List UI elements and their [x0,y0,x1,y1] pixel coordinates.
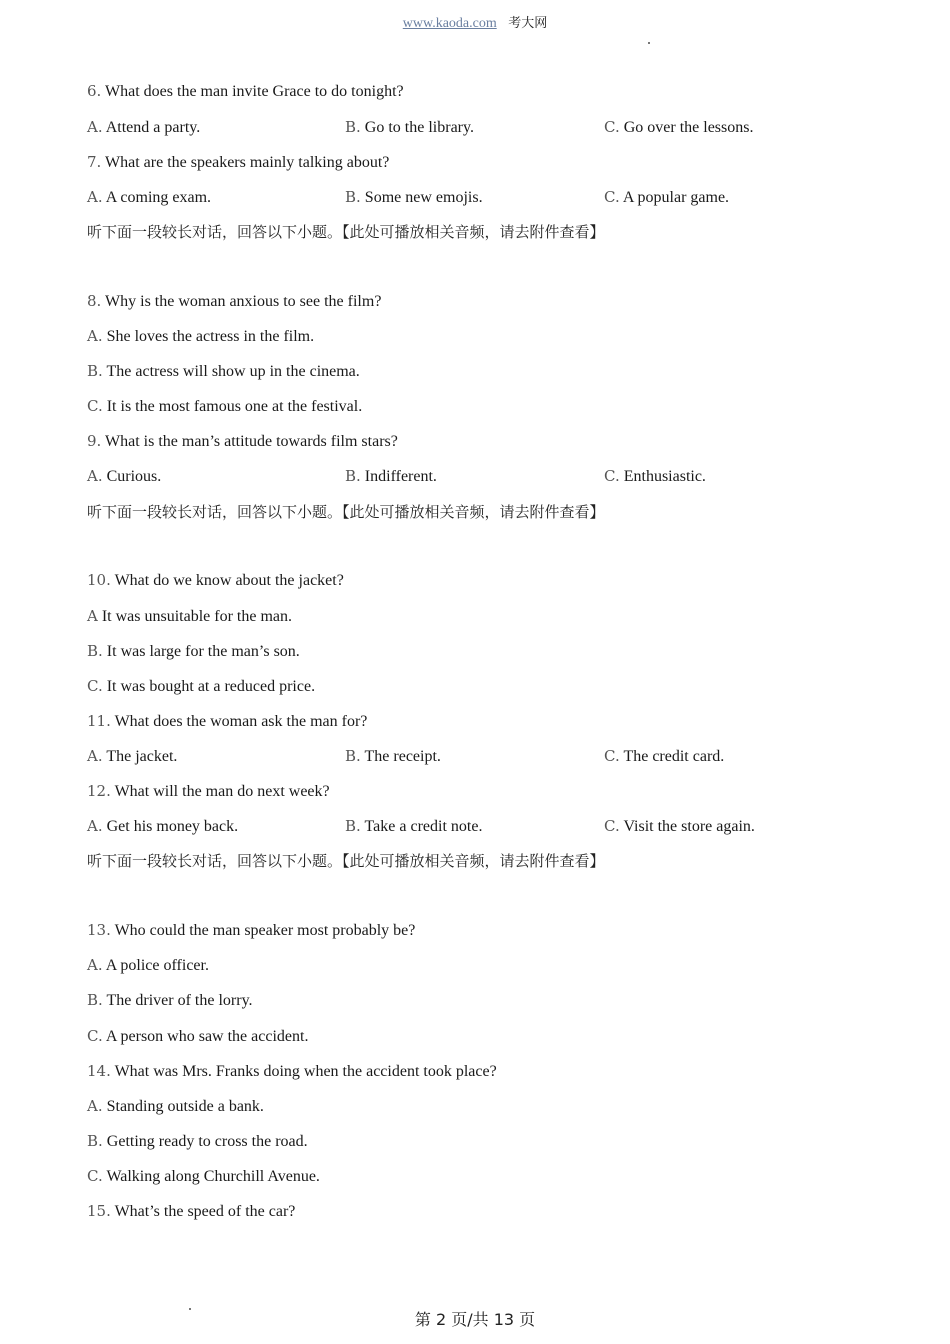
question-6 [87,81,404,102]
option-c: C. A person who saw the accident. [87,1027,309,1045]
question-text: What do we know about the jacket? [114,572,344,589]
option-c: C. A popular game. [604,188,730,206]
option-b: B. Go to the library. [345,118,474,136]
option-a: A. Curious. [87,467,162,485]
question-number: 10. [87,571,111,589]
question-text: What’s the speed of the car? [114,1203,296,1220]
option-a: A. The jacket. [87,747,178,765]
option-c: C. It was bought at a reduced price. [87,677,316,695]
site-link[interactable]: www.kaoda.com [402,16,497,31]
question-text: What is the man’s attitude towards film stars? [105,433,398,450]
question-10 [87,570,344,591]
question-text: What does the woman ask the man for? [114,713,368,730]
option-b: B. Some new emojis. [345,188,483,206]
question-8 [87,291,381,312]
option-b: B. Getting ready to cross the road. [87,1132,308,1150]
question-number: 6. [87,82,102,100]
question-number: 13. [87,921,111,939]
option-a: A. Standing outside a bank. [87,1097,264,1115]
page-header [0,12,950,32]
question-text: Why is the woman anxious to see the film? [105,293,382,310]
question-number: 11. [87,712,111,730]
option-c: C. The credit card. [604,747,725,765]
audio-instruction: 听下面一段较长对话，回答以下小题。【此处可播放相关音频，请去附件查看】 [87,223,605,241]
option-b: B. Indifferent. [345,467,437,485]
question-number: 12. [87,782,111,800]
question-number: 14. [87,1062,111,1080]
option-a: A. She loves the actress in the film. [87,327,315,345]
option-b: B. It was large for the man’s son. [87,642,300,660]
question-text: What does the man invite Grace to do tonight? [105,83,404,100]
question-number: 8. [87,292,102,310]
option-c: C. Walking along Churchill Avenue. [87,1167,320,1185]
option-a: A It was unsuitable for the man. [87,607,293,625]
question-number: 7. [87,153,102,171]
question-9 [87,431,398,452]
question-12 [87,781,330,802]
question-11 [87,711,367,732]
question-text: What was Mrs. Franks doing when the accident took place? [114,1063,497,1080]
option-b: B. The driver of the lorry. [87,991,253,1009]
question-7 [87,152,389,173]
site-brand: 考大网 [508,16,548,31]
question-text: Who could the man speaker most probably be? [114,922,416,939]
question-14 [87,1061,497,1082]
audio-instruction: 听下面一段较长对话，回答以下小题。【此处可播放相关音频，请去附件查看】 [87,503,605,521]
question-number: 9. [87,432,102,450]
question-number: 15. [87,1202,111,1220]
speck-mark [648,42,650,44]
page-footer: 第 2 页/共 13 页 [414,1310,536,1329]
option-c: C. It is the most famous one at the festival. [87,397,363,415]
option-a: A. Attend a party. [87,118,201,136]
option-a: A. Get his money back. [87,817,239,835]
audio-instruction: 听下面一段较长对话，回答以下小题。【此处可播放相关音频，请去附件查看】 [87,852,605,870]
question-text: What are the speakers mainly talking about? [105,154,390,171]
option-b: B. The actress will show up in the cinema. [87,362,360,380]
option-c: C. Enthusiastic. [604,467,706,485]
option-c: C. Visit the store again. [604,817,755,835]
option-a: A. A police officer. [87,956,209,974]
option-a: A. A coming exam. [87,188,212,206]
question-15 [87,1201,295,1222]
question-text: What will the man do next week? [114,783,330,800]
option-c: C. Go over the lessons. [604,118,754,136]
option-b: B. The receipt. [345,747,441,765]
question-13 [87,920,415,941]
option-b: B. Take a credit note. [345,817,483,835]
